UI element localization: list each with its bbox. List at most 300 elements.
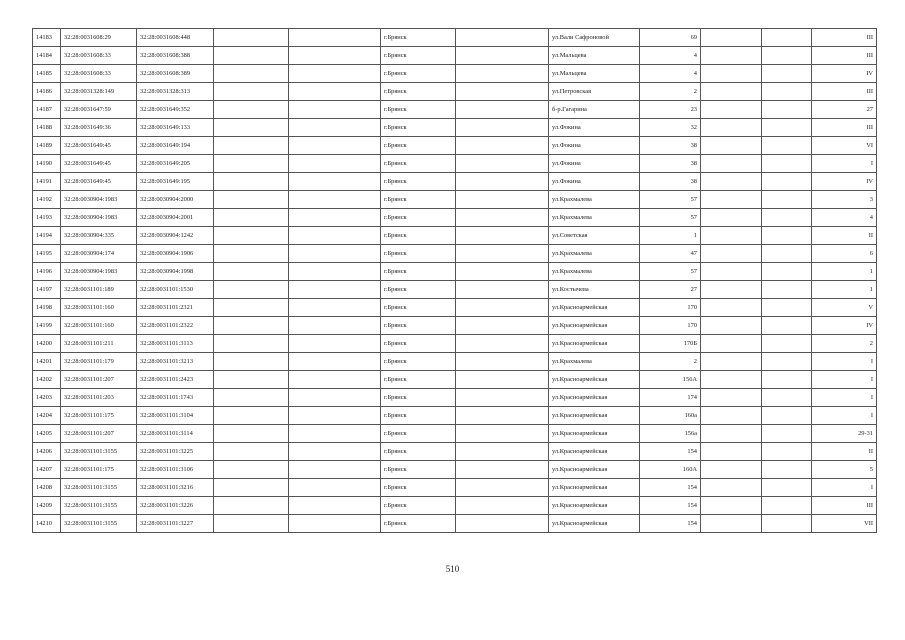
row-number: 14191 [33, 173, 61, 191]
table-row [33, 173, 877, 191]
city-cell: г.Брянск [381, 515, 456, 533]
street-cell: ул.Крахмалева [549, 191, 640, 209]
empty-cell [762, 389, 812, 407]
empty-cell [701, 83, 762, 101]
empty-cell [456, 407, 549, 425]
empty-cell [701, 137, 762, 155]
empty-cell [701, 425, 762, 443]
empty-cell [701, 173, 762, 191]
house-number-cell: 38 [640, 137, 701, 155]
table-row [33, 281, 877, 299]
parcel-cadastral-number: 32:28:0031101:179 [61, 353, 137, 371]
house-number-cell: 57 [640, 209, 701, 227]
empty-cell [214, 443, 289, 461]
parcel-cadastral-number: 32:28:0031649:45 [61, 137, 137, 155]
street-cell: ул.Фокина [549, 155, 640, 173]
row-number: 14199 [33, 317, 61, 335]
row-number: 14205 [33, 425, 61, 443]
premises-number-cell: VII [812, 515, 877, 533]
house-number-cell: 154 [640, 443, 701, 461]
table-row [33, 443, 877, 461]
empty-cell [701, 515, 762, 533]
object-cadastral-number: 32:28:0031101:2322 [137, 317, 214, 335]
empty-cell [214, 353, 289, 371]
house-number-cell: 57 [640, 191, 701, 209]
parcel-cadastral-number: 32:28:0031101:160 [61, 299, 137, 317]
empty-cell [214, 515, 289, 533]
house-number-cell: 154 [640, 515, 701, 533]
empty-cell [456, 299, 549, 317]
house-number-cell: 156А [640, 371, 701, 389]
premises-number-cell: III [812, 83, 877, 101]
table-row [33, 497, 877, 515]
empty-cell [456, 227, 549, 245]
house-number-cell: 174 [640, 389, 701, 407]
empty-cell [456, 191, 549, 209]
parcel-cadastral-number: 32:28:0030904:1983 [61, 191, 137, 209]
empty-cell [289, 47, 381, 65]
street-cell: ул.Фокина [549, 173, 640, 191]
empty-cell [289, 137, 381, 155]
empty-cell [762, 317, 812, 335]
table-row [33, 461, 877, 479]
parcel-cadastral-number: 32:28:0031608:33 [61, 65, 137, 83]
street-cell: ул.Фокина [549, 137, 640, 155]
premises-number-cell: III [812, 29, 877, 47]
object-cadastral-number: 32:28:0031101:1530 [137, 281, 214, 299]
parcel-cadastral-number: 32:28:0031101:189 [61, 281, 137, 299]
empty-cell [289, 263, 381, 281]
house-number-cell: 23 [640, 101, 701, 119]
row-number: 14193 [33, 209, 61, 227]
row-number: 14189 [33, 137, 61, 155]
empty-cell [762, 407, 812, 425]
empty-cell [701, 389, 762, 407]
premises-number-cell: III [812, 119, 877, 137]
empty-cell [289, 227, 381, 245]
table-row [33, 335, 877, 353]
street-cell: ул.Красноармейская [549, 317, 640, 335]
street-cell: ул.Красноармейская [549, 407, 640, 425]
house-number-cell: 38 [640, 173, 701, 191]
premises-number-cell: 1 [812, 263, 877, 281]
empty-cell [289, 173, 381, 191]
row-number: 14197 [33, 281, 61, 299]
premises-number-cell: III [812, 497, 877, 515]
parcel-cadastral-number: 32:28:0031101:175 [61, 407, 137, 425]
object-cadastral-number: 32:28:0031649:133 [137, 119, 214, 137]
street-cell: ул.Красноармейская [549, 497, 640, 515]
empty-cell [762, 515, 812, 533]
empty-cell [214, 65, 289, 83]
row-number: 14203 [33, 389, 61, 407]
empty-cell [289, 371, 381, 389]
premises-number-cell: 27 [812, 101, 877, 119]
empty-cell [762, 29, 812, 47]
empty-cell [762, 443, 812, 461]
street-cell: ул.Красноармейская [549, 443, 640, 461]
object-cadastral-number: 32:28:0030904:2000 [137, 191, 214, 209]
empty-cell [214, 83, 289, 101]
empty-cell [762, 137, 812, 155]
table-row [33, 119, 877, 137]
premises-number-cell: 6 [812, 245, 877, 263]
city-cell: г.Брянск [381, 173, 456, 191]
table-row [33, 65, 877, 83]
empty-cell [762, 119, 812, 137]
empty-cell [701, 119, 762, 137]
empty-cell [762, 299, 812, 317]
object-cadastral-number: 32:28:0031101:3213 [137, 353, 214, 371]
empty-cell [289, 497, 381, 515]
empty-cell [214, 101, 289, 119]
empty-cell [762, 47, 812, 65]
page-number: 510 [445, 564, 460, 574]
row-number: 14186 [33, 83, 61, 101]
empty-cell [214, 191, 289, 209]
empty-cell [214, 47, 289, 65]
street-cell: ул.Костычева [549, 281, 640, 299]
house-number-cell: 32 [640, 119, 701, 137]
table-row [33, 317, 877, 335]
table-row [33, 101, 877, 119]
row-number: 14183 [33, 29, 61, 47]
row-number: 14194 [33, 227, 61, 245]
empty-cell [289, 191, 381, 209]
empty-cell [701, 263, 762, 281]
empty-cell [214, 299, 289, 317]
premises-number-cell: 5 [812, 461, 877, 479]
premises-number-cell: VI [812, 137, 877, 155]
city-cell: г.Брянск [381, 65, 456, 83]
empty-cell [456, 443, 549, 461]
parcel-cadastral-number: 32:28:0031101:207 [61, 371, 137, 389]
city-cell: г.Брянск [381, 443, 456, 461]
street-cell: ул.Петровская [549, 83, 640, 101]
empty-cell [214, 317, 289, 335]
row-number: 14204 [33, 407, 61, 425]
empty-cell [456, 173, 549, 191]
empty-cell [701, 227, 762, 245]
empty-cell [289, 155, 381, 173]
street-cell: ул.Фокина [549, 119, 640, 137]
city-cell: г.Брянск [381, 317, 456, 335]
street-cell: ул.Красноармейская [549, 425, 640, 443]
empty-cell [289, 29, 381, 47]
parcel-cadastral-number: 32:28:0031101:207 [61, 425, 137, 443]
premises-number-cell: 29-31 [812, 425, 877, 443]
street-cell: ул.Красноармейская [549, 299, 640, 317]
table-row [33, 407, 877, 425]
premises-number-cell: V [812, 299, 877, 317]
empty-cell [456, 389, 549, 407]
empty-cell [214, 29, 289, 47]
empty-cell [701, 29, 762, 47]
object-cadastral-number: 32:28:0031101:3114 [137, 425, 214, 443]
empty-cell [701, 47, 762, 65]
object-cadastral-number: 32:28:0030904:1906 [137, 245, 214, 263]
city-cell: г.Брянск [381, 353, 456, 371]
table-row [33, 137, 877, 155]
empty-cell [456, 317, 549, 335]
empty-cell [214, 407, 289, 425]
parcel-cadastral-number: 32:28:0031101:203 [61, 389, 137, 407]
empty-cell [762, 479, 812, 497]
row-number: 14201 [33, 353, 61, 371]
object-cadastral-number: 32:28:0031608:389 [137, 65, 214, 83]
object-cadastral-number: 32:28:0030904:2001 [137, 209, 214, 227]
house-number-cell: 160А [640, 461, 701, 479]
house-number-cell: 154 [640, 479, 701, 497]
parcel-cadastral-number: 32:28:0031649:36 [61, 119, 137, 137]
empty-cell [456, 245, 549, 263]
object-cadastral-number: 32:28:0031101:2423 [137, 371, 214, 389]
empty-cell [701, 191, 762, 209]
empty-cell [214, 263, 289, 281]
empty-cell [289, 353, 381, 371]
premises-number-cell: I [812, 479, 877, 497]
table-row [33, 425, 877, 443]
table-row [33, 83, 877, 101]
empty-cell [701, 209, 762, 227]
house-number-cell: 156а [640, 425, 701, 443]
empty-cell [762, 335, 812, 353]
row-number: 14196 [33, 263, 61, 281]
parcel-cadastral-number: 32:28:0031101:3155 [61, 479, 137, 497]
empty-cell [456, 353, 549, 371]
row-number: 14192 [33, 191, 61, 209]
parcel-cadastral-number: 32:28:0031101:3155 [61, 515, 137, 533]
row-number: 14195 [33, 245, 61, 263]
empty-cell [214, 425, 289, 443]
empty-cell [456, 137, 549, 155]
empty-cell [289, 209, 381, 227]
registry-table [32, 28, 877, 533]
empty-cell [289, 281, 381, 299]
city-cell: г.Брянск [381, 155, 456, 173]
empty-cell [289, 317, 381, 335]
parcel-cadastral-number: 32:28:0030904:1983 [61, 209, 137, 227]
city-cell: г.Брянск [381, 407, 456, 425]
city-cell: г.Брянск [381, 461, 456, 479]
row-number: 14200 [33, 335, 61, 353]
street-cell: ул.Красноармейская [549, 515, 640, 533]
object-cadastral-number: 32:28:0031101:3227 [137, 515, 214, 533]
table-row [33, 263, 877, 281]
empty-cell [214, 389, 289, 407]
house-number-cell: 170Б [640, 335, 701, 353]
city-cell: г.Брянск [381, 299, 456, 317]
city-cell: г.Брянск [381, 245, 456, 263]
house-number-cell: 57 [640, 263, 701, 281]
city-cell: г.Брянск [381, 29, 456, 47]
object-cadastral-number: 32:28:0030904:1242 [137, 227, 214, 245]
street-cell: ул.Красноармейская [549, 389, 640, 407]
empty-cell [762, 281, 812, 299]
row-number: 14198 [33, 299, 61, 317]
row-number: 14188 [33, 119, 61, 137]
empty-cell [701, 461, 762, 479]
table-row [33, 155, 877, 173]
house-number-cell: 47 [640, 245, 701, 263]
parcel-cadastral-number: 32:28:0030904:1983 [61, 263, 137, 281]
empty-cell [762, 371, 812, 389]
object-cadastral-number: 32:28:0031101:3226 [137, 497, 214, 515]
empty-cell [701, 101, 762, 119]
empty-cell [456, 335, 549, 353]
parcel-cadastral-number: 32:28:0031101:160 [61, 317, 137, 335]
object-cadastral-number: 32:28:0031608:448 [137, 29, 214, 47]
table-row [33, 371, 877, 389]
premises-number-cell: 3 [812, 191, 877, 209]
parcel-cadastral-number: 32:28:0030904:174 [61, 245, 137, 263]
empty-cell [762, 245, 812, 263]
premises-number-cell: IV [812, 65, 877, 83]
city-cell: г.Брянск [381, 389, 456, 407]
object-cadastral-number: 32:28:0031101:3104 [137, 407, 214, 425]
house-number-cell: 2 [640, 83, 701, 101]
street-cell: ул.Крахмалева [549, 353, 640, 371]
city-cell: г.Брянск [381, 371, 456, 389]
empty-cell [701, 335, 762, 353]
city-cell: г.Брянск [381, 497, 456, 515]
object-cadastral-number: 32:28:0031649:194 [137, 137, 214, 155]
object-cadastral-number: 32:28:0031649:352 [137, 101, 214, 119]
object-cadastral-number: 32:28:0031608:388 [137, 47, 214, 65]
empty-cell [289, 335, 381, 353]
empty-cell [701, 245, 762, 263]
city-cell: г.Брянск [381, 83, 456, 101]
premises-number-cell: I [812, 389, 877, 407]
empty-cell [456, 281, 549, 299]
house-number-cell: 160а [640, 407, 701, 425]
object-cadastral-number: 32:28:0031649:195 [137, 173, 214, 191]
empty-cell [289, 65, 381, 83]
street-cell: ул.Красноармейская [549, 335, 640, 353]
street-cell: ул.Мальцева [549, 65, 640, 83]
empty-cell [214, 155, 289, 173]
city-cell: г.Брянск [381, 191, 456, 209]
table-row [33, 353, 877, 371]
object-cadastral-number: 32:28:0031101:3113 [137, 335, 214, 353]
empty-cell [456, 83, 549, 101]
parcel-cadastral-number: 32:28:0031328:149 [61, 83, 137, 101]
empty-cell [762, 425, 812, 443]
empty-cell [214, 173, 289, 191]
object-cadastral-number: 32:28:0031101:1743 [137, 389, 214, 407]
empty-cell [456, 65, 549, 83]
object-cadastral-number: 32:28:0031101:3225 [137, 443, 214, 461]
parcel-cadastral-number: 32:28:0030904:335 [61, 227, 137, 245]
city-cell: г.Брянск [381, 209, 456, 227]
city-cell: г.Брянск [381, 119, 456, 137]
empty-cell [762, 497, 812, 515]
city-cell: г.Брянск [381, 137, 456, 155]
street-cell: ул.Мальцева [549, 47, 640, 65]
parcel-cadastral-number: 32:28:0031608:29 [61, 29, 137, 47]
empty-cell [456, 497, 549, 515]
empty-cell [456, 101, 549, 119]
city-cell: г.Брянск [381, 479, 456, 497]
house-number-cell: 1 [640, 227, 701, 245]
premises-number-cell: 2 [812, 335, 877, 353]
empty-cell [701, 317, 762, 335]
city-cell: г.Брянск [381, 227, 456, 245]
premises-number-cell: II [812, 443, 877, 461]
table-row [33, 209, 877, 227]
table-row [33, 515, 877, 533]
city-cell: г.Брянск [381, 335, 456, 353]
table-row [33, 47, 877, 65]
empty-cell [289, 479, 381, 497]
empty-cell [214, 479, 289, 497]
parcel-cadastral-number: 32:28:0031101:3155 [61, 443, 137, 461]
empty-cell [456, 47, 549, 65]
parcel-cadastral-number: 32:28:0031649:45 [61, 173, 137, 191]
premises-number-cell: IV [812, 173, 877, 191]
city-cell: г.Брянск [381, 263, 456, 281]
empty-cell [214, 371, 289, 389]
table-row [33, 479, 877, 497]
parcel-cadastral-number: 32:28:0031101:211 [61, 335, 137, 353]
empty-cell [762, 101, 812, 119]
premises-number-cell: III [812, 47, 877, 65]
empty-cell [762, 263, 812, 281]
empty-cell [762, 353, 812, 371]
empty-cell [289, 119, 381, 137]
empty-cell [456, 119, 549, 137]
empty-cell [762, 155, 812, 173]
empty-cell [289, 83, 381, 101]
object-cadastral-number: 32:28:0031101:3216 [137, 479, 214, 497]
empty-cell [701, 371, 762, 389]
parcel-cadastral-number: 32:28:0031649:45 [61, 155, 137, 173]
object-cadastral-number: 32:28:0031649:205 [137, 155, 214, 173]
empty-cell [456, 371, 549, 389]
empty-cell [214, 209, 289, 227]
empty-cell [214, 335, 289, 353]
row-number: 14209 [33, 497, 61, 515]
empty-cell [456, 29, 549, 47]
premises-number-cell: I [812, 353, 877, 371]
empty-cell [214, 227, 289, 245]
empty-cell [456, 461, 549, 479]
premises-number-cell: 1 [812, 281, 877, 299]
empty-cell [701, 155, 762, 173]
parcel-cadastral-number: 32:28:0031647:59 [61, 101, 137, 119]
street-cell: ул.Крахмалева [549, 263, 640, 281]
empty-cell [456, 515, 549, 533]
premises-number-cell: I [812, 371, 877, 389]
city-cell: г.Брянск [381, 101, 456, 119]
parcel-cadastral-number: 32:28:0031101:3155 [61, 497, 137, 515]
city-cell: г.Брянск [381, 281, 456, 299]
premises-number-cell: I [812, 407, 877, 425]
house-number-cell: 154 [640, 497, 701, 515]
empty-cell [762, 461, 812, 479]
object-cadastral-number: 32:28:0031101:2321 [137, 299, 214, 317]
table-row [33, 299, 877, 317]
empty-cell [762, 227, 812, 245]
empty-cell [289, 443, 381, 461]
street-cell: ул.Красноармейская [549, 479, 640, 497]
premises-number-cell: IV [812, 317, 877, 335]
empty-cell [214, 119, 289, 137]
empty-cell [762, 83, 812, 101]
street-cell: ул.Вали Сафроновой [549, 29, 640, 47]
premises-number-cell: II [812, 227, 877, 245]
empty-cell [289, 101, 381, 119]
